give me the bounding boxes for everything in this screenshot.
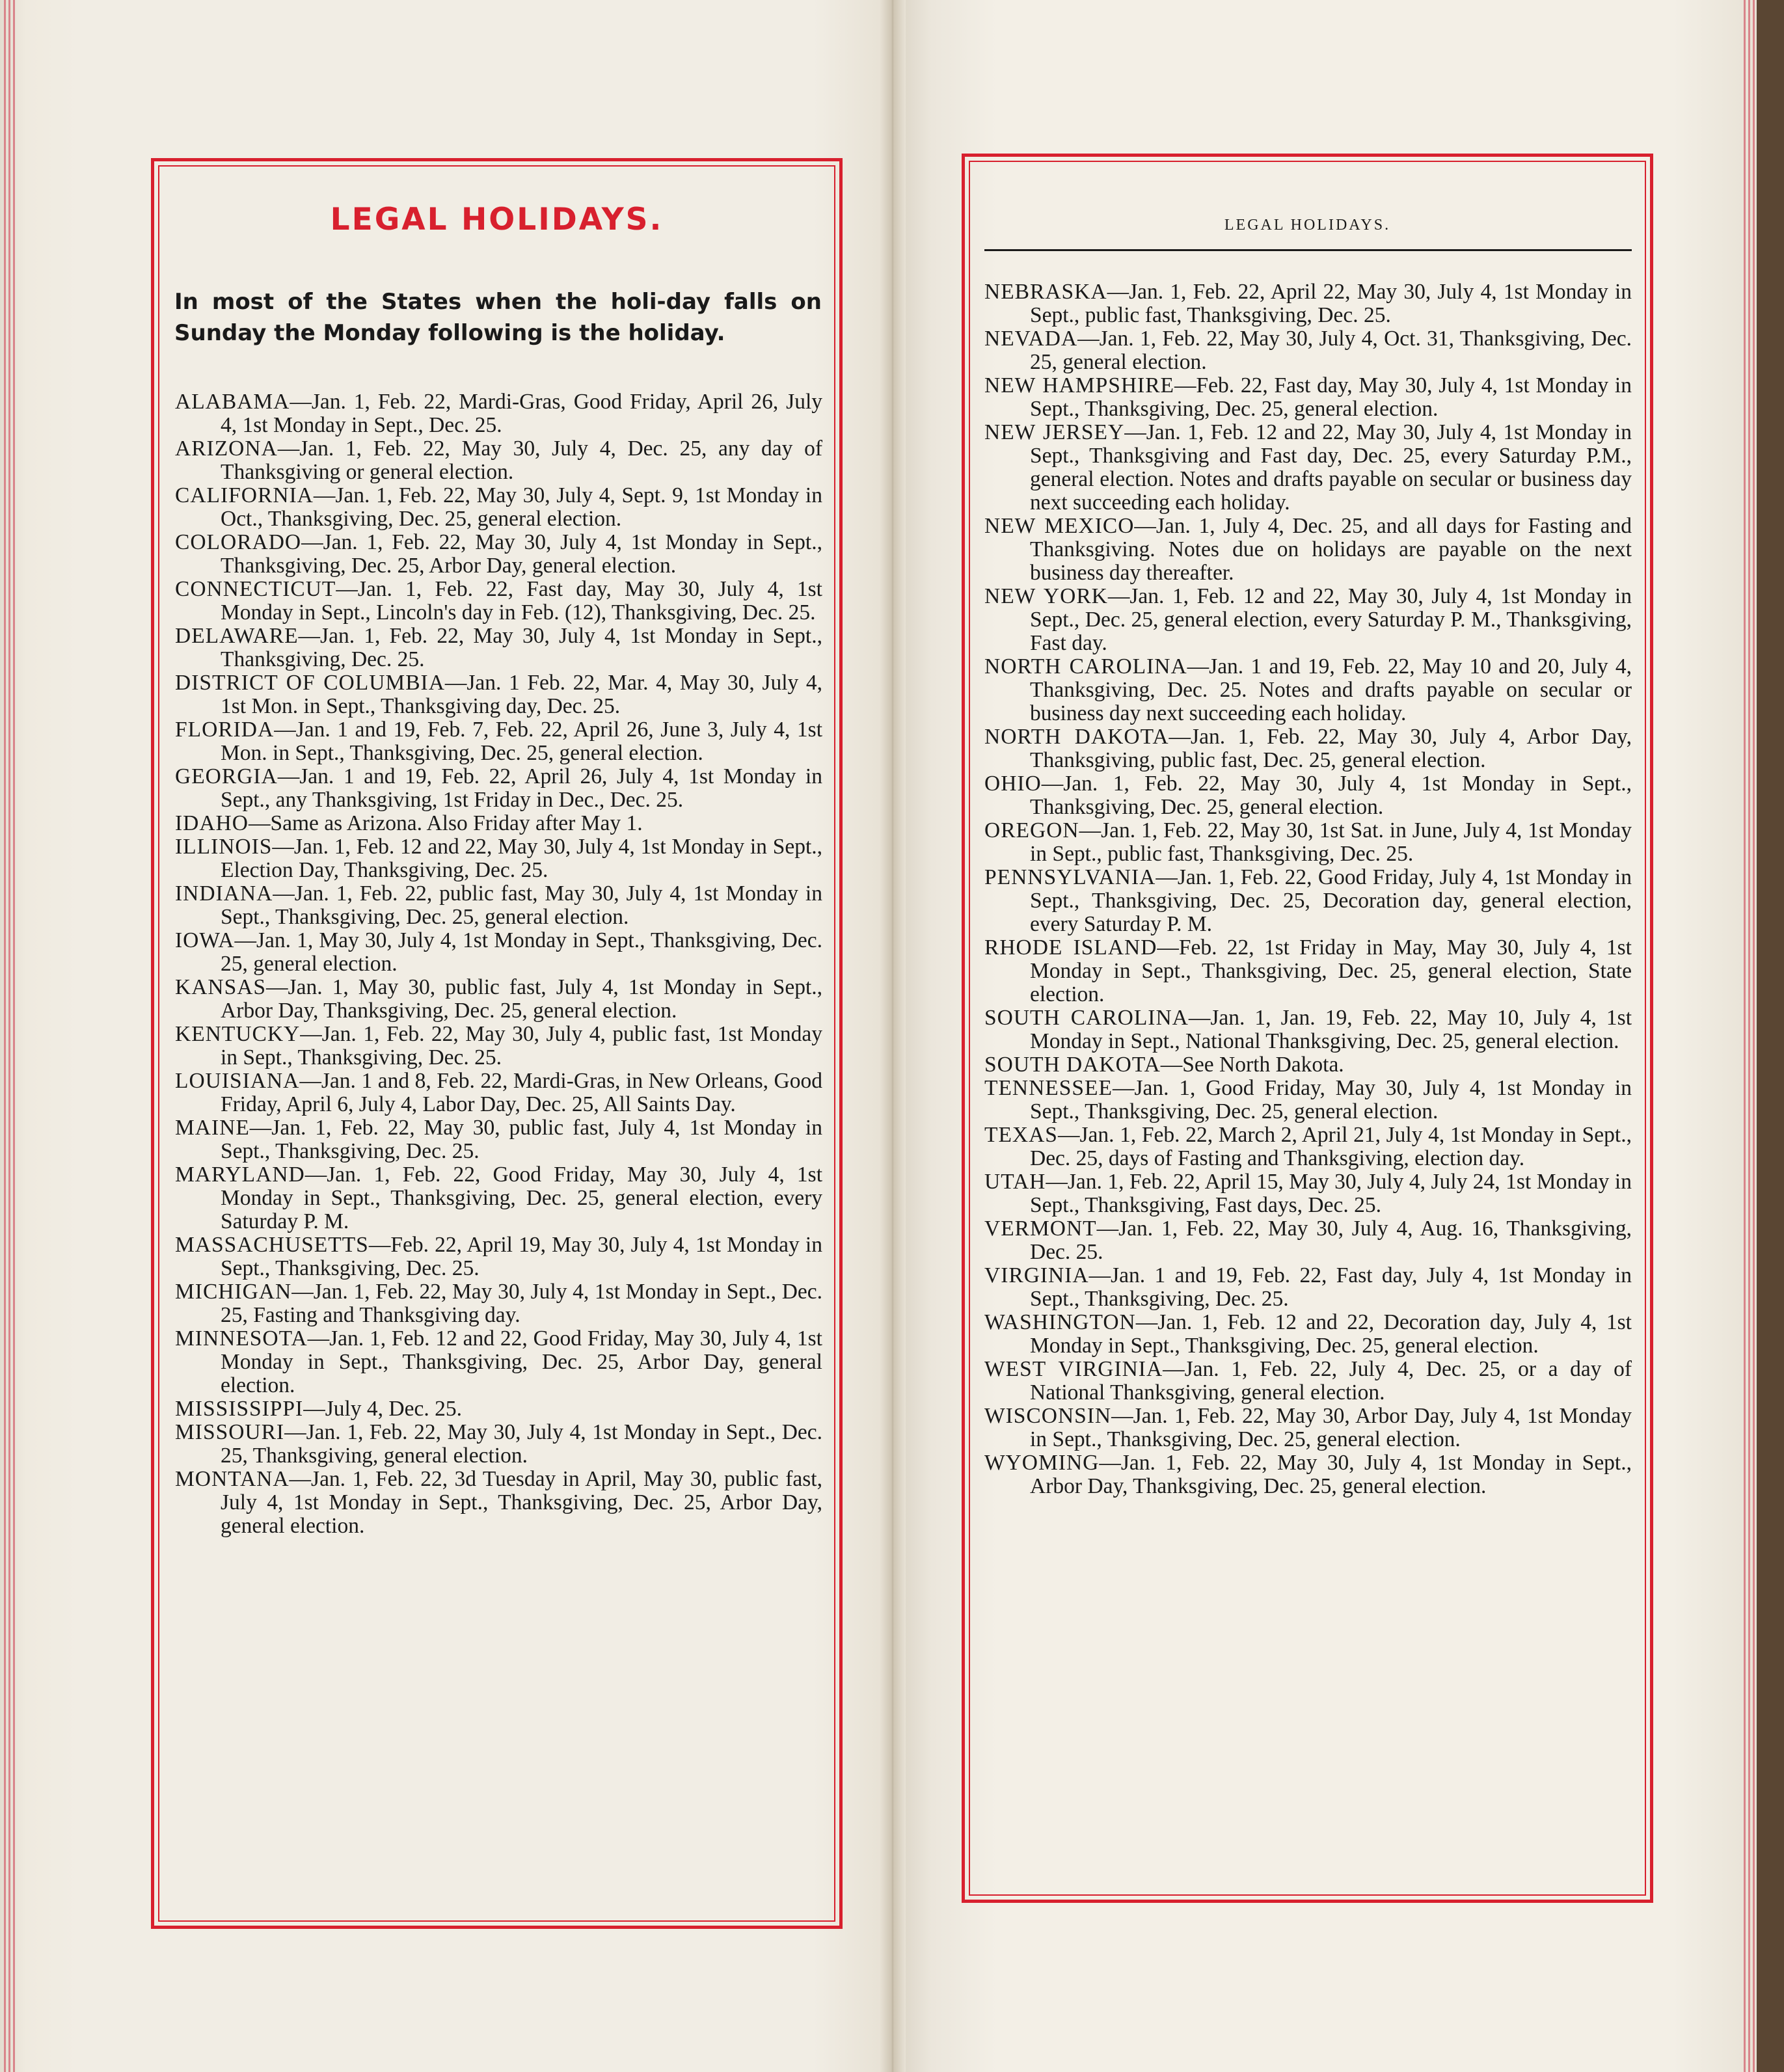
state-name: IOWA <box>175 928 235 952</box>
holiday-dates: —Jan. 1, Feb. 22, April 22, May 30, July 4, 1st Monday in Sept., public fast, Thanksgiving, Dec. 25. <box>1030 280 1632 327</box>
holiday-entry <box>984 1123 1632 1170</box>
holiday-dates: —Jan. 1, Feb. 22, May 30, July 4, Aug. 16, Thanksgiving, Dec. 25. <box>1030 1217 1632 1264</box>
holiday-entry <box>175 1468 822 1538</box>
holiday-entry <box>984 1077 1632 1123</box>
holiday-entry <box>984 374 1632 421</box>
state-name: NEVADA <box>984 327 1078 351</box>
state-name: FLORIDA <box>175 718 275 742</box>
holiday-dates: —Jan. 1, Feb. 22, May 30, July 4, 1st Monday in Sept., Thanksgiving, Dec. 25, Arbor Day, general election. <box>221 530 822 578</box>
holiday-dates: —Jan. 1 and 19, Feb. 22, Fast day, July 4, 1st Monday in Sept., Thanksgiving, Dec. 25. <box>1030 1263 1632 1311</box>
holiday-list-right <box>984 280 1632 1498</box>
holiday-entry <box>984 819 1632 866</box>
holiday-entry <box>984 421 1632 515</box>
holiday-entry <box>175 1116 822 1163</box>
holiday-dates: —Same as Arizona. Also Friday after May 1. <box>248 811 643 835</box>
state-name: NORTH CAROLINA <box>984 654 1187 679</box>
state-name: CALIFORNIA <box>175 483 314 507</box>
state-name: ARIZONA <box>175 437 278 461</box>
holiday-entry <box>175 484 822 531</box>
holiday-entry <box>175 835 822 882</box>
holiday-dates: —Jan. 1, Feb. 22, May 30, July 4, 1st Monday in Sept., Dec. 25, Thanksgiving, general election. <box>221 1420 822 1468</box>
holiday-dates: —Jan. 1, Feb. 22, Fast day, May 30, July 4, 1st Monday in Sept., Lincoln's day in Feb. (12), Thanksgiving, Dec. 25. <box>221 577 822 625</box>
holiday-entry <box>175 976 822 1023</box>
holiday-dates: —Jan. 1, Feb. 22, May 30, July 4, Dec. 25, any day of Thanksgiving or general election. <box>221 437 822 484</box>
state-name: MONTANA <box>175 1467 290 1491</box>
holiday-entry <box>175 531 822 578</box>
state-name: TEXAS <box>984 1123 1058 1147</box>
holiday-entry <box>175 882 822 929</box>
holiday-dates: —Jan. 1, May 30, public fast, July 4, 1st Monday in Sept., Arbor Day, Thanksgiving, Dec. 25, general election. <box>221 975 822 1023</box>
holiday-entry <box>175 1233 822 1280</box>
state-name: OHIO <box>984 772 1042 796</box>
holiday-entry <box>175 812 822 835</box>
state-name: SOUTH DAKOTA <box>984 1053 1161 1077</box>
holiday-dates: —Jan. 1, Feb. 12 and 22, May 30, July 4, 1st Monday in Sept., Election Day, Thanksgiving, Dec. 25. <box>221 835 822 882</box>
holiday-entry <box>175 1327 822 1397</box>
holiday-dates: —Feb. 22, April 19, May 30, July 4, 1st Monday in Sept., Thanksgiving, Dec. 25. <box>221 1233 822 1280</box>
holiday-entry <box>984 280 1632 327</box>
holiday-entry <box>984 655 1632 725</box>
holiday-dates: —Feb. 22, 1st Friday in May, May 30, July 4, 1st Monday in Sept., Thanksgiving, Dec. 25, general election, State election. <box>1030 935 1632 1006</box>
holiday-dates: —Jan. 1, Feb. 22, May 30, Arbor Day, July 4, 1st Monday in Sept., Thanksgiving, Dec. 25, general election. <box>1030 1404 1632 1451</box>
holiday-entry <box>984 1358 1632 1405</box>
holiday-entry <box>984 772 1632 819</box>
state-name: MICHIGAN <box>175 1280 292 1304</box>
holiday-dates: —Jan. 1, Jan. 19, Feb. 22, May 10, July 4, 1st Monday in Sept., National Thanksgiving, Dec. 25, general election. <box>1030 1006 1632 1053</box>
holiday-entry <box>984 866 1632 936</box>
state-name: MINNESOTA <box>175 1326 308 1351</box>
state-name: CONNECTICUT <box>175 577 336 601</box>
holiday-dates: —Jan. 1 and 19, Feb. 22, May 10 and 20, July 4, Thanksgiving, Dec. 25. Notes and drafts payable on secular or business day next succeeding each holiday. <box>1030 654 1632 725</box>
holiday-dates: —Jan. 1, Feb. 22, May 30, July 4, Sept. 9, 1st Monday in Oct., Thanksgiving, Dec. 25, general election. <box>221 483 822 531</box>
holiday-entry <box>984 1405 1632 1451</box>
holiday-entry <box>175 671 822 718</box>
holiday-entry <box>175 1280 822 1327</box>
holiday-entry <box>984 1006 1632 1053</box>
holiday-entry <box>984 1217 1632 1264</box>
holiday-dates: —Jan. 1, Feb. 22, May 30, July 4, Arbor Day, Thanksgiving, public fast, Dec. 25, general election. <box>1030 725 1632 772</box>
holiday-entry <box>984 1451 1632 1498</box>
state-name: WEST VIRGINIA <box>984 1357 1163 1381</box>
state-name: NEBRASKA <box>984 280 1107 304</box>
holiday-entry <box>175 437 822 484</box>
holiday-entry <box>984 1053 1632 1077</box>
intro-paragraph: In most of the States when the holi-day falls on Sunday the Monday following is the holiday. <box>174 289 822 346</box>
state-name: ILLINOIS <box>175 835 273 859</box>
state-name: DELAWARE <box>175 624 299 648</box>
state-name: VERMONT <box>984 1217 1097 1241</box>
holiday-dates: —Jan. 1, Feb. 12 and 22, May 30, July 4, 1st Monday in Sept., Thanksgiving and Fast day, Dec. 25, every Saturday P.M., general election. Notes and drafts payable on secular or business day next succeeding each holiday. <box>1030 420 1632 515</box>
state-name: WASHINGTON <box>984 1310 1136 1334</box>
holiday-entry <box>175 1023 822 1070</box>
holiday-entry <box>175 578 822 625</box>
state-name: ALABAMA <box>175 390 290 414</box>
holiday-dates: —Jan. 1, Feb. 22, Good Friday, May 30, July 4, 1st Monday in Sept., Thanksgiving, Dec. 25, general election, every Saturday P. M. <box>221 1163 822 1233</box>
state-name: NEW MEXICO <box>984 514 1135 538</box>
right-page-frame <box>962 154 1653 1903</box>
state-name: MASSACHUSETTS <box>175 1233 369 1257</box>
holiday-dates: —Jan. 1, Feb. 22, May 30, public fast, July 4, 1st Monday in Sept., Thanksgiving, Dec. 25. <box>221 1116 822 1163</box>
holiday-entry <box>175 1070 822 1116</box>
page-edge-lines <box>1744 0 1758 2072</box>
holiday-entry <box>175 1163 822 1233</box>
state-name: NEW JERSEY <box>984 420 1125 444</box>
page-edge-lines <box>4 0 18 2072</box>
holiday-dates: —Jan. 1, Feb. 22, May 30, July 4, 1st Monday in Sept., Dec. 25, Fasting and Thanksgiving day. <box>221 1280 822 1327</box>
holiday-entry <box>984 1170 1632 1217</box>
holiday-dates: —July 4, Dec. 25. <box>303 1397 462 1421</box>
state-name: RHODE ISLAND <box>984 935 1157 960</box>
holiday-dates: —Jan. 1, Feb. 22, April 15, May 30, July 4, July 24, 1st Monday in Sept., Thanksgiving, Fast days, Dec. 25. <box>1030 1170 1632 1217</box>
state-name: MISSOURI <box>175 1420 285 1444</box>
left-page-frame <box>151 158 843 1929</box>
holiday-dates: —Jan. 1 and 19, Feb. 22, April 26, July 4, 1st Monday in Sept., any Thanksgiving, 1st Friday in Dec., Dec. 25. <box>221 764 822 812</box>
holiday-dates: —Jan. 1, Feb. 22, Mardi-Gras, Good Friday, April 26, July 4, 1st Monday in Sept., Dec. 25. <box>221 390 822 437</box>
holiday-entry <box>984 1311 1632 1358</box>
holiday-entry <box>175 390 822 437</box>
state-name: INDIANA <box>175 881 273 906</box>
holiday-entry <box>984 585 1632 655</box>
state-name: VIRGINIA <box>984 1263 1089 1287</box>
state-name: TENNESSEE <box>984 1076 1113 1100</box>
state-name: WYOMING <box>984 1451 1100 1475</box>
holiday-dates: —Jan. 1 Feb. 22, Mar. 4, May 30, July 4, 1st Mon. in Sept., Thanksgiving day, Dec. 25. <box>221 671 822 718</box>
state-name: KANSAS <box>175 975 267 999</box>
state-name: PENNSYLVANIA <box>984 865 1156 889</box>
state-name: NORTH DAKOTA <box>984 725 1169 749</box>
holiday-entry <box>175 718 822 765</box>
holiday-dates: —Jan. 1, May 30, July 4, 1st Monday in Sept., Thanksgiving, Dec. 25, general election. <box>221 928 822 976</box>
state-name: UTAH <box>984 1170 1046 1194</box>
holiday-dates: —Jan. 1, Good Friday, May 30, July 4, 1st Monday in Sept., Thanksgiving, Dec. 25, general election. <box>1030 1076 1632 1123</box>
state-name: COLORADO <box>175 530 302 554</box>
holiday-entry <box>984 327 1632 374</box>
holiday-entry <box>984 936 1632 1006</box>
holiday-list-left <box>175 390 822 1538</box>
state-name: OREGON <box>984 818 1079 842</box>
state-name: SOUTH CAROLINA <box>984 1006 1189 1030</box>
holiday-entry <box>175 625 822 671</box>
holiday-dates: —See North Dakota. <box>1160 1053 1344 1077</box>
holiday-dates: —Jan. 1, Feb. 22, July 4, Dec. 25, or a day of National Thanksgiving, general election. <box>1030 1357 1632 1405</box>
holiday-entry <box>175 1397 822 1421</box>
holiday-dates: —Jan. 1, Feb. 22, Good Friday, July 4, 1st Monday in Sept., Thanksgiving, Dec. 25, Decoration day, general election, every Saturday P. M. <box>1030 865 1632 936</box>
holiday-dates: —Jan. 1 and 8, Feb. 22, Mardi-Gras, in New Orleans, Good Friday, April 6, July 4, Labor Day, Dec. 25, All Saints Day. <box>221 1069 822 1116</box>
holiday-entry <box>175 765 822 812</box>
state-name: MARYLAND <box>175 1163 305 1187</box>
holiday-dates: —Jan. 1 and 19, Feb. 7, Feb. 22, April 26, June 3, July 4, 1st Mon. in Sept., Thanksgiving, Dec. 25, general election. <box>221 718 822 765</box>
state-name: WISCONSIN <box>984 1404 1112 1428</box>
holiday-entry <box>175 1421 822 1468</box>
holiday-dates: —Feb. 22, Fast day, May 30, July 4, 1st Monday in Sept., Thanksgiving, Dec. 25, general election. <box>1030 373 1632 421</box>
holiday-entry <box>984 725 1632 772</box>
holiday-dates: —Jan. 1, Feb. 22, March 2, April 21, July 4, 1st Monday in Sept., Dec. 25, days of Fasting and Thanksgiving, election day. <box>1030 1123 1632 1170</box>
holiday-entry <box>175 929 822 976</box>
holiday-dates: —Jan. 1, Feb. 22, May 30, July 4, 1st Monday in Sept., Arbor Day, Thanksgiving, Dec. 25, general election. <box>1030 1451 1632 1498</box>
holiday-dates: —Jan. 1, Feb. 12 and 22, Decoration day, July 4, 1st Monday in Sept., Thanksgiving, Dec. 25, general election. <box>1030 1310 1632 1358</box>
page-title: LEGAL HOLIDAYS. <box>330 202 664 237</box>
holiday-dates: —Jan. 1, Feb. 22, May 30, July 4, public fast, 1st Monday in Sept., Thanksgiving, Dec. 25. <box>221 1022 822 1070</box>
book-spine <box>880 0 906 2072</box>
state-name: MISSISSIPPI <box>175 1397 304 1421</box>
state-name: MAINE <box>175 1116 250 1140</box>
header-rule <box>984 249 1632 251</box>
holiday-dates: —Jan. 1, Feb. 22, public fast, May 30, July 4, 1st Monday in Sept., Thanksgiving, Dec. 25, general election. <box>221 881 822 929</box>
holiday-dates: —Jan. 1, Feb. 12 and 22, May 30, July 4, 1st Monday in Sept., Dec. 25, general election, every Saturday P. M., Thanksgiving, Fast day. <box>1030 584 1632 655</box>
state-name: NEW HAMPSHIRE <box>984 373 1175 397</box>
holiday-entry <box>984 1264 1632 1311</box>
holiday-dates: —Jan. 1, Feb. 22, May 30, 1st Sat. in June, July 4, 1st Monday in Sept., public fast, Thanksgiving, Dec. 25. <box>1030 818 1632 866</box>
holiday-dates: —Jan. 1, Feb. 22, May 30, July 4, 1st Monday in Sept., Thanksgiving, Dec. 25. <box>221 624 822 671</box>
running-header: LEGAL HOLIDAYS. <box>1224 217 1391 234</box>
holiday-entry <box>984 515 1632 585</box>
holiday-dates: —Jan. 1, Feb. 12 and 22, Good Friday, May 30, July 4, 1st Monday in Sept., Thanksgiving, Dec. 25, Arbor Day, general election. <box>221 1326 822 1397</box>
state-name: DISTRICT OF COLUMBIA <box>175 671 445 695</box>
holiday-dates: —Jan. 1, Feb. 22, 3d Tuesday in April, May 30, public fast, July 4, 1st Monday in Sept., Thanksgiving, Dec. 25, Arbor Day, general election. <box>221 1467 822 1538</box>
state-name: KENTUCKY <box>175 1022 301 1046</box>
state-name: LOUISIANA <box>175 1069 300 1093</box>
state-name: IDAHO <box>175 811 249 835</box>
holiday-dates: —Jan. 1, Feb. 22, May 30, July 4, Oct. 31, Thanksgiving, Dec. 25, general election. <box>1030 327 1632 374</box>
holiday-dates: —Jan. 1, July 4, Dec. 25, and all days for Fasting and Thanksgiving. Notes due on holidays are payable on the next business day thereafter. <box>1030 514 1632 585</box>
state-name: NEW YORK <box>984 584 1108 608</box>
state-name: GEORGIA <box>175 764 278 788</box>
holiday-dates: —Jan. 1, Feb. 22, May 30, July 4, 1st Monday in Sept., Thanksgiving, Dec. 25, general election. <box>1030 772 1632 819</box>
